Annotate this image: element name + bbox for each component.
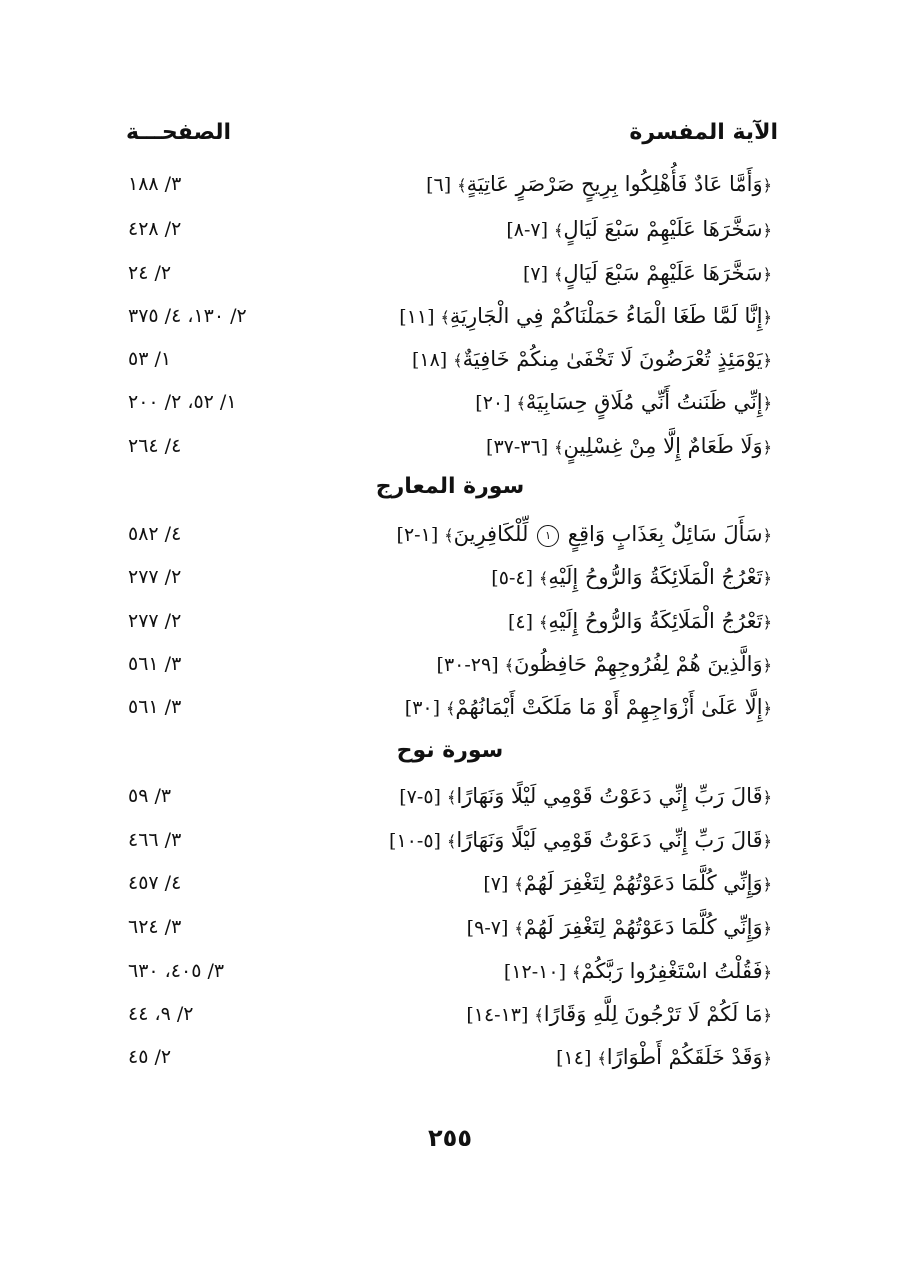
page-reference: ٣/ ٤٠٥، ٦٣٠ [128, 960, 225, 982]
index-row [0, 909, 900, 945]
index-row [0, 646, 900, 682]
index-row [0, 559, 900, 595]
surah-heading-nuh: سورة نوح [396, 738, 504, 763]
index-row [0, 428, 900, 464]
page-reference: ٢/ ٤٢٨ [128, 218, 182, 240]
verse-entry: ﴿وَإِنِّي كُلَّمَا دَعَوْتُهُمْ لِتَغْفِرَ لَهُمْ﴾[٧] [483, 871, 772, 895]
index-row [0, 822, 900, 858]
verse-entry: ﴿قَالَ رَبِّ إِنِّي دَعَوْتُ قَوْمِي لَيْلًا وَنَهَارًا﴾[٥-٧] [399, 784, 772, 808]
page-reference: ٢/ ٢٧٧ [128, 610, 182, 632]
index-row [0, 384, 900, 420]
verse-entry: ﴿وَلَا طَعَامٌ إِلَّا مِنْ غِسْلِينٍ﴾[٣٦-٣٧] [486, 434, 772, 458]
verse-entry: ﴿وَالَّذِينَ هُمْ لِفُرُوجِهِمْ حَافِظُونَ﴾[٢٩-٣٠] [436, 652, 772, 676]
index-row [0, 689, 900, 725]
page-reference: ٢/ ١٣٠، ٤/ ٣٧٥ [128, 305, 247, 327]
page-number: ٢٥٥ [428, 1124, 472, 1152]
page-reference: ٤/ ٢٦٤ [128, 435, 182, 457]
verse-entry: ﴿وَقَدْ خَلَقَكُمْ أَطْوَارًا﴾[١٤] [556, 1045, 772, 1069]
page-reference: ٣/ ٥٦١ [128, 696, 182, 718]
verse-entry: ﴿تَعْرُجُ الْمَلَائِكَةُ وَالرُّوحُ إِلَيْهِ﴾[٤-٥] [491, 565, 772, 589]
verse-entry: ﴿سَخَّرَهَا عَلَيْهِمْ سَبْعَ لَيَالٍ﴾[٧] [522, 261, 772, 285]
page-reference: ٤/ ٤٥٧ [128, 872, 182, 894]
verse-entry: ﴿إِنَّا لَمَّا طَغَا الْمَاءُ حَمَلْنَاكُمْ فِي الْجَارِيَةِ﴾[١١] [399, 304, 772, 328]
verse-entry: ﴿سَأَلَ سَائِلٌ بِعَذَابٍ وَاقِعٍ ١ لِّلْكَافِرِينَ﴾[١-٢] [396, 522, 772, 546]
page-reference: ٢/ ٤٥ [128, 1046, 172, 1068]
page-column-header: الصفحـــة [126, 120, 232, 145]
index-row [0, 298, 900, 334]
index-row [0, 516, 900, 552]
verse-entry: ﴿مَا لَكُمْ لَا تَرْجُونَ لِلَّهِ وَقَارًا﴾[١٣-١٤] [466, 1002, 772, 1026]
verse-entry: ﴿تَعْرُجُ الْمَلَائِكَةُ وَالرُّوحُ إِلَيْهِ﴾[٤] [507, 609, 772, 633]
surah-heading-maarij: سورة المعارج [375, 474, 525, 499]
page-reference: ٣/ ٥٦١ [128, 653, 182, 675]
index-row [0, 953, 900, 989]
verse-entry: ﴿سَخَّرَهَا عَلَيْهِمْ سَبْعَ لَيَالٍ﴾[٧-٨] [506, 217, 772, 241]
page-reference: ١/ ٥٢، ٢/ ٢٠٠ [128, 391, 237, 413]
page-reference: ٣/ ٤٦٦ [128, 829, 182, 851]
page-reference: ١/ ٥٣ [128, 348, 172, 370]
index-row [0, 603, 900, 639]
verse-entry: ﴿إِلَّا عَلَىٰ أَزْوَاجِهِمْ أَوْ مَا مَلَكَتْ أَيْمَانُهُمْ﴾[٣٠] [404, 695, 772, 719]
verse-entry: ﴿وَأَمَّا عَادٌ فَأُهْلِكُوا بِرِيحٍ صَرْصَرٍ عَاتِيَةٍ﴾[٦] [426, 172, 772, 196]
verse-entry: ﴿فَقُلْتُ اسْتَغْفِرُوا رَبَّكُمْ﴾[١٠-١٢] [503, 959, 772, 983]
index-row [0, 865, 900, 901]
index-row [0, 341, 900, 377]
verse-entry: ﴿قَالَ رَبِّ إِنِّي دَعَوْتُ قَوْمِي لَيْلًا وَنَهَارًا﴾[٥-١٠] [389, 828, 772, 852]
page-reference: ٢/ ٢٧٧ [128, 566, 182, 588]
page-reference: ٣/ ٥٩ [128, 785, 172, 807]
page-reference: ٣/ ٦٢٤ [128, 916, 182, 938]
index-row [0, 166, 900, 202]
index-row [0, 255, 900, 291]
ayah-number-marker: ١ [537, 525, 559, 547]
page-reference: ٢/ ٢٤ [128, 262, 172, 284]
index-row [0, 211, 900, 247]
page-reference: ٢/ ٩، ٤٤ [128, 1003, 194, 1025]
verse-column-header: الآية المفسرة [629, 120, 778, 145]
verse-entry: ﴿يَوْمَئِذٍ تُعْرَضُونَ لَا تَخْفَىٰ مِنكُمْ خَافِيَةٌ﴾[١٨] [411, 347, 772, 371]
index-row [0, 778, 900, 814]
verse-entry: ﴿وَإِنِّي كُلَّمَا دَعَوْتُهُمْ لِتَغْفِرَ لَهُمْ﴾[٧-٩] [466, 915, 772, 939]
index-row [0, 1039, 900, 1075]
page-reference: ٣/ ١٨٨ [128, 173, 182, 195]
verse-entry: ﴿إِنِّي ظَنَنتُ أَنِّي مُلَاقٍ حِسَابِيَهْ﴾[٢٠] [475, 390, 772, 414]
page-reference: ٤/ ٥٨٢ [128, 523, 182, 545]
index-row [0, 996, 900, 1032]
